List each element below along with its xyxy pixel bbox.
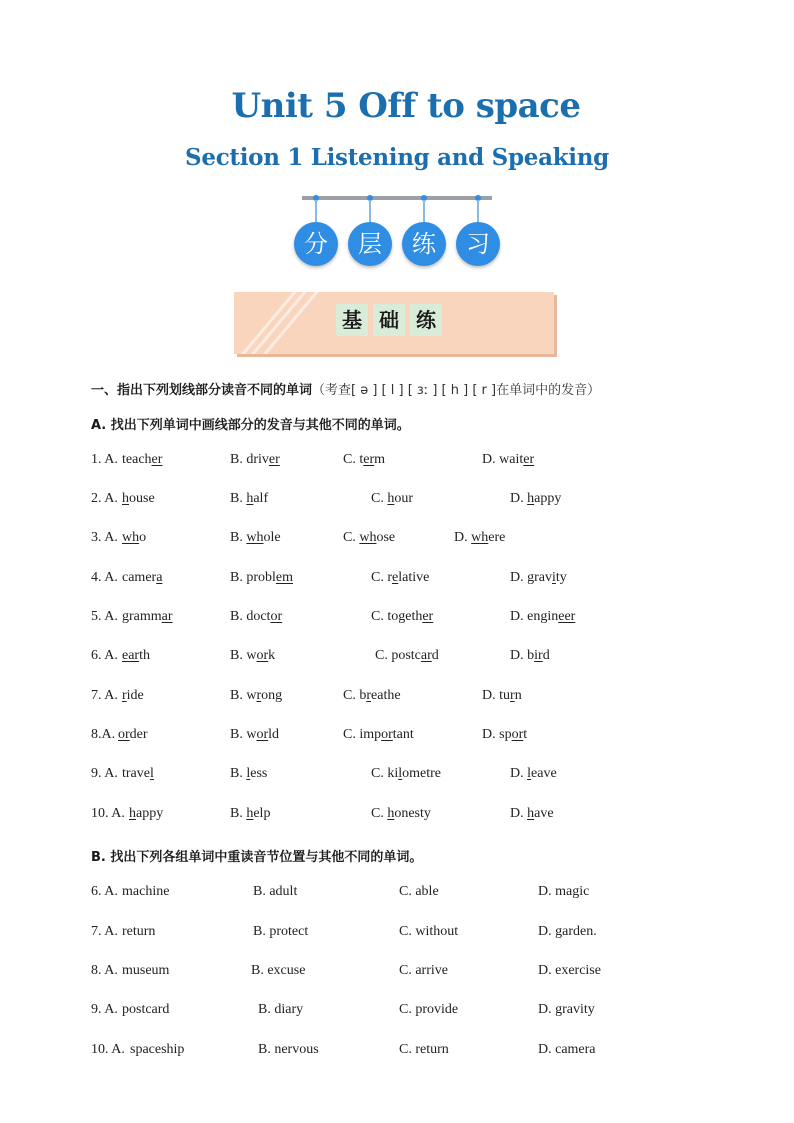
underlined-letters: h xyxy=(387,491,395,506)
underlined-letters: or xyxy=(511,727,524,742)
banner-rail xyxy=(302,196,492,200)
underlined-letters: er xyxy=(422,609,434,624)
answer-option: B. less xyxy=(230,766,268,781)
underlined-letters: l xyxy=(398,766,403,781)
answer-option: C. without xyxy=(399,924,459,939)
answer-option: B. protect xyxy=(253,924,309,939)
question-number: 8. A. xyxy=(91,963,118,978)
answer-option: B. driver xyxy=(230,452,280,467)
answer-option: return xyxy=(122,924,156,939)
answer-option: B. world xyxy=(230,727,280,742)
answer-option: B. excuse xyxy=(251,963,306,978)
answer-option: C. hour xyxy=(371,491,414,506)
answer-option: C. term xyxy=(343,452,386,467)
banner-string xyxy=(369,200,371,222)
answer-option: C. kilometre xyxy=(371,766,441,781)
question-row xyxy=(0,727,794,747)
answer-option: B. diary xyxy=(258,1002,304,1017)
part-a-heading: A. 找出下列单词中画线部分的发音与其他不同的单词。 xyxy=(91,418,410,433)
answer-option: house xyxy=(122,491,155,506)
answer-option: D. sport xyxy=(482,727,528,742)
answer-option: C. relative xyxy=(371,570,430,585)
answer-option: camera xyxy=(122,570,163,585)
underlined-letters: wh xyxy=(359,530,377,545)
answer-option: D. camera xyxy=(538,1042,596,1057)
answer-option: ride xyxy=(122,688,144,703)
answer-option: B. help xyxy=(230,806,271,821)
section-heading xyxy=(91,379,600,398)
question-row xyxy=(0,452,794,472)
answer-option: D. exercise xyxy=(538,963,601,978)
underlined-letters: eer xyxy=(558,609,576,624)
answer-option: B. whole xyxy=(230,530,281,545)
answer-option: happy xyxy=(129,806,164,821)
answer-option: C. whose xyxy=(343,530,396,545)
underlined-letters: r xyxy=(510,688,515,703)
banner-string xyxy=(477,200,479,222)
question-row xyxy=(0,1042,794,1062)
answer-option: C. provide xyxy=(399,1002,459,1017)
answer-option: D. happy xyxy=(510,491,562,506)
banner-string xyxy=(423,200,425,222)
underlined-letters: or xyxy=(118,727,130,742)
answer-option: grammar xyxy=(122,609,173,624)
question-row xyxy=(0,884,794,904)
question-number: 9. A. xyxy=(91,1002,118,1017)
answer-option: C. breathe xyxy=(343,688,401,703)
level-char: 练 xyxy=(410,304,442,336)
answer-option: spaceship xyxy=(130,1042,185,1057)
question-row xyxy=(0,530,794,550)
answer-option: postcard xyxy=(122,1002,170,1017)
underlined-letters: l xyxy=(149,766,154,781)
question-number: 8.A. xyxy=(91,727,116,742)
question-number: 4. A. xyxy=(91,570,118,585)
answer-option: D. gravity xyxy=(538,1002,595,1017)
underlined-letters: e xyxy=(392,570,399,585)
answer-option: earth xyxy=(122,648,150,663)
underlined-letters: er xyxy=(363,452,375,467)
question-number: 10. A. xyxy=(91,806,125,821)
underlined-letters: r xyxy=(366,688,372,703)
underlined-letters: h xyxy=(246,491,254,506)
answer-option: B. nervous xyxy=(258,1042,319,1057)
underlined-letters: h xyxy=(387,806,395,821)
question-number: 10. A. xyxy=(91,1042,125,1057)
answer-option: C. postcard xyxy=(375,648,439,663)
underlined-letters: h xyxy=(527,806,535,821)
answer-option: travel xyxy=(122,766,154,781)
answer-option: B. doctor xyxy=(230,609,283,624)
answer-option: D. have xyxy=(510,806,554,821)
banner-char: 习 xyxy=(456,222,500,266)
answer-option: D. waiter xyxy=(482,452,535,467)
question-row xyxy=(0,570,794,590)
section-heading-note: （考查[ ə ] [ l ] [ ɜː ] [ h ] [ r ]在单词中的发音） xyxy=(312,383,601,398)
underlined-letters: or xyxy=(270,609,283,624)
question-row xyxy=(0,648,794,668)
underlined-letters: or xyxy=(256,648,269,663)
question-row xyxy=(0,688,794,708)
question-number: 7. A. xyxy=(91,688,118,703)
underlined-letters: wh xyxy=(246,530,264,545)
question-number: 6. A. xyxy=(91,884,118,899)
answer-option: D. magic xyxy=(538,884,590,899)
answer-option: C. important xyxy=(343,727,414,742)
underlined-letters: wh xyxy=(122,530,140,545)
answer-option: D. leave xyxy=(510,766,557,781)
banner-char: 练 xyxy=(402,222,446,266)
answer-option: C. honesty xyxy=(371,806,431,821)
underlined-letters: h xyxy=(527,491,535,506)
answer-option: D. engineer xyxy=(510,609,576,624)
page-subtitle: Section 1 Listening and Speaking xyxy=(185,144,609,171)
underlined-letters: i xyxy=(552,570,556,585)
question-row xyxy=(0,963,794,983)
answer-option: B. wrong xyxy=(230,688,283,703)
underlined-letters: er xyxy=(151,452,163,467)
question-row xyxy=(0,766,794,786)
level-char: 础 xyxy=(373,304,405,336)
underlined-letters: ar xyxy=(161,609,173,624)
underlined-letters: r xyxy=(256,688,262,703)
underlined-letters: or xyxy=(256,727,269,742)
part-b-heading: B. 找出下列各组单词中重读音节位置与其他不同的单词。 xyxy=(91,850,423,865)
page-title: Unit 5 Off to space xyxy=(231,86,581,126)
question-row xyxy=(0,924,794,944)
underlined-letters: wh xyxy=(471,530,489,545)
underlined-letters: em xyxy=(275,570,294,585)
banner-char: 分 xyxy=(294,222,338,266)
answer-option: D. turn xyxy=(482,688,522,703)
answer-option: C. arrive xyxy=(399,963,448,978)
underlined-letters: l xyxy=(246,766,251,781)
question-row xyxy=(0,1002,794,1022)
question-number: 9. A. xyxy=(91,766,118,781)
underlined-letters: h xyxy=(122,491,129,506)
question-row xyxy=(0,806,794,826)
question-number: 6. A. xyxy=(91,648,118,663)
question-row xyxy=(0,609,794,629)
answer-option: B. half xyxy=(230,491,269,506)
answer-option: D. gravity xyxy=(510,570,567,585)
underlined-letters: h xyxy=(129,806,136,821)
banner-string xyxy=(315,200,317,222)
underlined-letters: a xyxy=(156,570,163,585)
underlined-letters: er xyxy=(268,452,280,467)
answer-option: B. problem xyxy=(230,570,294,585)
answer-option: C. together xyxy=(371,609,434,624)
answer-option: order xyxy=(118,727,148,742)
answer-option: machine xyxy=(122,884,170,899)
question-number: 3. A. xyxy=(91,530,118,545)
answer-option: C. return xyxy=(399,1042,449,1057)
underlined-letters: h xyxy=(246,806,254,821)
answer-option: C. able xyxy=(399,884,439,899)
underlined-letters: or xyxy=(381,727,393,742)
underlined-letters: r xyxy=(122,688,127,703)
underlined-letters: ar xyxy=(420,648,432,663)
answer-option: teacher xyxy=(122,452,163,467)
answer-option: museum xyxy=(122,963,170,978)
level-title xyxy=(336,304,442,336)
answer-option: B. adult xyxy=(253,884,298,899)
section-heading-text: 一、指出下列划线部分读音不同的单词 xyxy=(91,383,313,398)
question-number: 2. A. xyxy=(91,491,118,506)
underlined-letters: ear xyxy=(122,648,140,663)
banner-char: 层 xyxy=(348,222,392,266)
question-number: 1. A. xyxy=(91,452,118,467)
question-number: 5. A. xyxy=(91,609,118,624)
question-row xyxy=(0,491,794,511)
underlined-letters: er xyxy=(523,452,535,467)
answer-option: D. where xyxy=(454,530,506,545)
underlined-letters: ir xyxy=(534,648,543,663)
question-number: 7. A. xyxy=(91,924,118,939)
answer-option: who xyxy=(122,530,147,545)
answer-option: B. work xyxy=(230,648,276,663)
answer-option: D. garden. xyxy=(538,924,597,939)
underlined-letters: l xyxy=(527,766,532,781)
level-char: 基 xyxy=(336,304,368,336)
answer-option: D. bird xyxy=(510,648,550,663)
